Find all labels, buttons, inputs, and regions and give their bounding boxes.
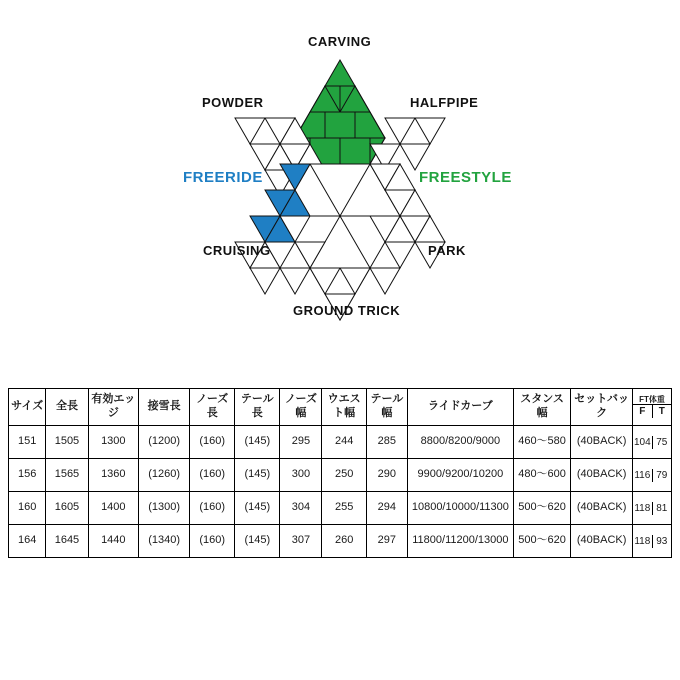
cell-stance-width: 500〜620 [513,525,570,558]
header-contact-length: 接雪長 [139,389,190,426]
cell-ft-f: 118 [633,535,652,548]
cell-setback: (40BACK) [571,426,633,459]
cell-nose-width: 307 [280,525,322,558]
header-ride-curve: ライドカーブ [407,389,513,426]
cell-ride-curve: 8800/8200/9000 [407,426,513,459]
cell-ft-f: 116 [633,469,652,482]
header-nose-width: ノーズ幅 [280,389,322,426]
cell-ride-curve: 11800/11200/13000 [407,525,513,558]
cell-tail-width: 294 [366,492,407,525]
cell-effective-edge: 1360 [88,459,139,492]
cell-tail-width: 290 [366,459,407,492]
ft-sub-f: F [633,405,652,418]
header-waist-width: ウエスト幅 [322,389,366,426]
cell-size: 156 [9,459,46,492]
axis-label-halfpipe: HALFPIPE [410,95,479,110]
axis-label-ground-trick: GROUND TRICK [293,303,401,318]
cell-waist-width: 255 [322,492,366,525]
header-ft-weight [633,389,672,426]
cell-length: 1645 [46,525,88,558]
cell-effective-edge: 1440 [88,525,139,558]
header-tail-length: テール長 [235,389,280,426]
cell-ft-f: 104 [633,436,651,448]
cell-tail-length: (145) [235,459,280,492]
header-nose-length: ノーズ長 [190,389,235,426]
cell-length: 1505 [46,426,88,459]
header-effective-edge: 有効エッジ [88,389,139,426]
cell-nose-length: (160) [190,492,235,525]
cell-contact-length: (1260) [139,459,190,492]
cell-ft-weight [633,426,672,459]
cell-setback: (40BACK) [571,525,633,558]
cell-stance-width: 500〜620 [513,492,570,525]
cell-size: 160 [9,492,46,525]
cell-nose-width: 295 [280,426,322,459]
header-size: サイズ [9,389,46,426]
cell-stance-width: 460〜580 [513,426,570,459]
axis-label-powder: POWDER [202,95,264,110]
header-length: 全長 [46,389,88,426]
cell-effective-edge: 1400 [88,492,139,525]
header-setback: セットバック [571,389,633,426]
cell-waist-width: 244 [322,426,366,459]
cell-nose-length: (160) [190,525,235,558]
cell-waist-width: 260 [322,525,366,558]
cell-contact-length: (1200) [139,426,190,459]
cell-tail-length: (145) [235,426,280,459]
cell-nose-length: (160) [190,426,235,459]
table-header-row [9,389,672,426]
cell-nose-width: 300 [280,459,322,492]
cell-contact-length: (1340) [139,525,190,558]
cell-tail-width: 297 [366,525,407,558]
halfpipe-arm [370,118,445,170]
board-spec-table [8,388,672,558]
cell-ft-t: 81 [656,502,668,514]
cell-ft-t: 79 [656,469,668,481]
cell-tail-width: 285 [366,426,407,459]
cell-ft-weight [633,525,672,558]
header-tail-width: テール幅 [366,389,407,426]
cell-ft-weight [633,459,672,492]
cell-length: 1565 [46,459,88,492]
table-row [9,492,672,525]
cell-size: 164 [9,525,46,558]
carving-level-2 [295,112,385,138]
cell-size: 151 [9,426,46,459]
cell-waist-width: 250 [322,459,366,492]
table-row [9,459,672,492]
cell-ride-curve: 9900/9200/10200 [407,459,513,492]
cell-ft-t: 75 [656,436,668,448]
ft-title: FT体重 [633,396,671,405]
cell-contact-length: (1300) [139,492,190,525]
cell-nose-width: 304 [280,492,322,525]
side-label-freeride: FREERIDE [183,169,263,186]
cell-effective-edge: 1300 [88,426,139,459]
cell-tail-length: (145) [235,492,280,525]
cell-nose-length: (160) [190,459,235,492]
cell-length: 1605 [46,492,88,525]
cell-ft-t: 93 [656,535,668,547]
cell-setback: (40BACK) [571,492,633,525]
cell-stance-width: 480〜600 [513,459,570,492]
header-stance-width: スタンス幅 [513,389,570,426]
axis-label-park: PARK [428,243,466,258]
cell-setback: (40BACK) [571,459,633,492]
cell-ride-curve: 10800/10000/11300 [407,492,513,525]
table-row [9,525,672,558]
spec-table-wrapper [8,388,672,558]
carving-level-4 [325,60,355,86]
table-row [9,426,672,459]
axis-label-cruising: CRUISING [203,243,271,258]
axis-label-carving: CARVING [308,34,372,49]
cell-ft-weight [633,492,672,525]
cell-tail-length: (145) [235,525,280,558]
cell-ft-f: 118 [633,502,652,515]
side-label-freestyle: FREESTYLE [419,169,512,186]
ft-sub-t: T [658,406,665,418]
